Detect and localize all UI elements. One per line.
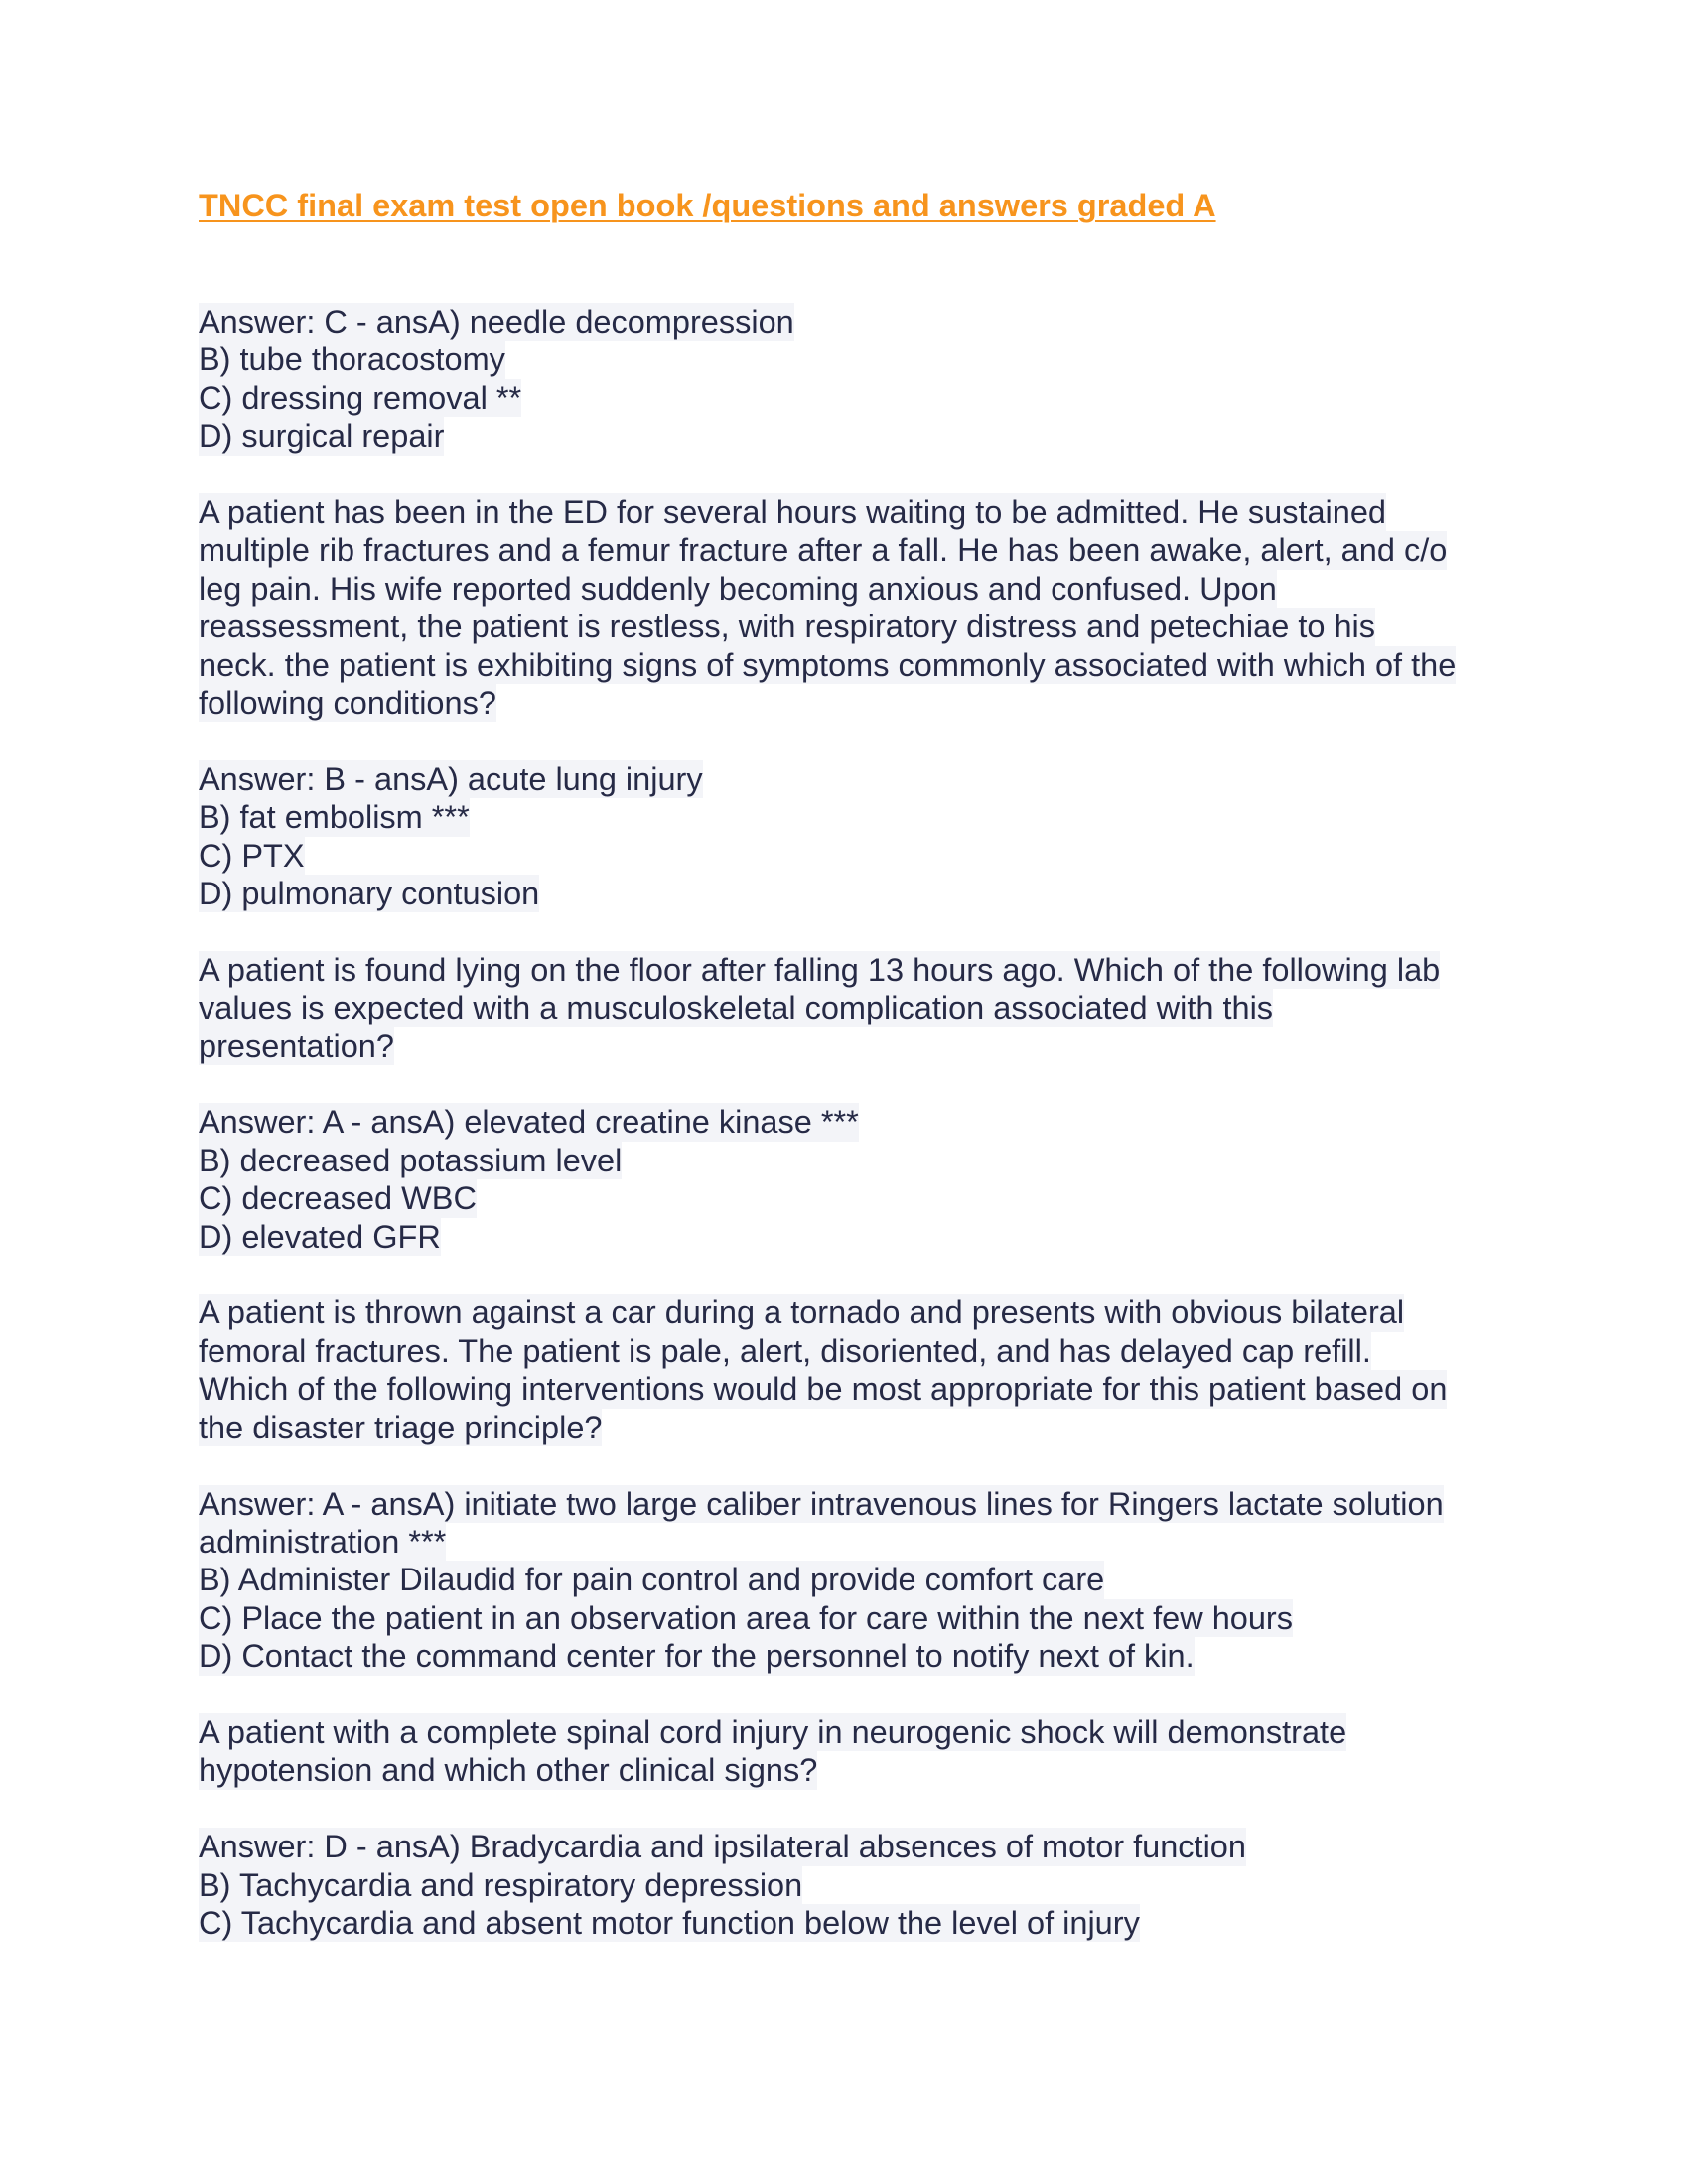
question-block-2: [199, 493, 1509, 722]
text-line: Answer: D - ansA) Bradycardia and ipsilateral absences of motor function: [199, 1829, 1246, 1865]
text-line: A patient has been in the ED for several hours waiting to be admitted. He sustained: [199, 494, 1386, 531]
text-line: femoral fractures. The patient is pale, alert, disoriented, and has delayed cap refill.: [199, 1332, 1371, 1369]
text-line: leg pain. His wife reported suddenly becoming anxious and confused. Upon: [199, 570, 1277, 607]
text-line: following conditions?: [199, 685, 496, 722]
text-line: presentation?: [199, 1027, 394, 1064]
text-line: B) fat embolism ***: [199, 799, 470, 836]
text-line: A patient with a complete spinal cord injury in neurogenic shock will demonstrate: [199, 1713, 1347, 1750]
text-line: A patient is thrown against a car during a tornado and presents with obvious bilateral: [199, 1295, 1405, 1331]
text-line: reassessment, the patient is restless, with respiratory distress and petechiae to his: [199, 609, 1375, 645]
text-line: neck. the patient is exhibiting signs of symptoms commonly associated with which of the: [199, 646, 1457, 683]
text-line: the disaster triage principle?: [199, 1409, 603, 1445]
text-line: C) Tachycardia and absent motor function below the level of injury: [199, 1904, 1140, 1941]
spacer: [199, 1676, 1509, 1713]
text-line: Answer: B - ansA) acute lung injury: [199, 760, 703, 797]
text-line: B) Tachycardia and respiratory depression: [199, 1866, 803, 1903]
text-line: C) dressing removal **: [199, 379, 522, 416]
text-line: C) Place the patient in an observation area for care within the next few hours: [199, 1599, 1294, 1636]
text-line: administration ***: [199, 1523, 447, 1560]
text-line: hypotension and which other clinical signs?: [199, 1752, 818, 1789]
document-page: [199, 184, 1509, 1942]
question-block-5: [199, 1713, 1509, 1790]
text-line: D) Contact the command center for the personnel to notify next of kin.: [199, 1638, 1195, 1675]
spacer: [199, 227, 1509, 303]
text-line: A patient is found lying on the floor after falling 13 hours ago. Which of the following lab: [199, 951, 1441, 988]
text-line: multiple rib fractures and a femur fracture after a fall. He has been awake, alert, and c/o: [199, 532, 1448, 569]
spacer: [199, 722, 1509, 759]
spacer: [199, 1790, 1509, 1828]
text-line: C) PTX: [199, 837, 305, 874]
document-title: TNCC final exam test open book /questions and answers graded A: [199, 188, 1216, 223]
answer-block-2: [199, 760, 1509, 913]
spacer: [199, 456, 1509, 493]
spacer: [199, 912, 1509, 950]
answer-block-3: [199, 1103, 1509, 1256]
question-block-4: [199, 1294, 1509, 1446]
question-block-3: [199, 951, 1509, 1065]
spacer: [199, 1446, 1509, 1484]
text-line: B) Administer Dilaudid for pain control and provide comfort care: [199, 1562, 1105, 1598]
text-line: values is expected with a musculoskeletal complication associated with this: [199, 990, 1274, 1026]
answer-block-4: [199, 1485, 1509, 1676]
text-line: Answer: A - ansA) initiate two large caliber intravenous lines for Ringers lactate solution: [199, 1485, 1444, 1522]
text-line: D) pulmonary contusion: [199, 876, 540, 912]
text-line: Answer: A - ansA) elevated creatine kinase ***: [199, 1104, 859, 1141]
text-line: B) tube thoracostomy: [199, 341, 505, 378]
answer-block-1: [199, 303, 1509, 456]
answer-block-5: [199, 1828, 1509, 1942]
text-line: Which of the following interventions would be most appropriate for this patient based on: [199, 1371, 1448, 1408]
text-line: B) decreased potassium level: [199, 1142, 623, 1178]
spacer: [199, 1065, 1509, 1103]
text-line: C) decreased WBC: [199, 1180, 477, 1217]
text-line: D) elevated GFR: [199, 1218, 441, 1255]
text-line: Answer: C - ansA) needle decompression: [199, 304, 794, 340]
spacer: [199, 1256, 1509, 1294]
text-line: D) surgical repair: [199, 418, 445, 455]
